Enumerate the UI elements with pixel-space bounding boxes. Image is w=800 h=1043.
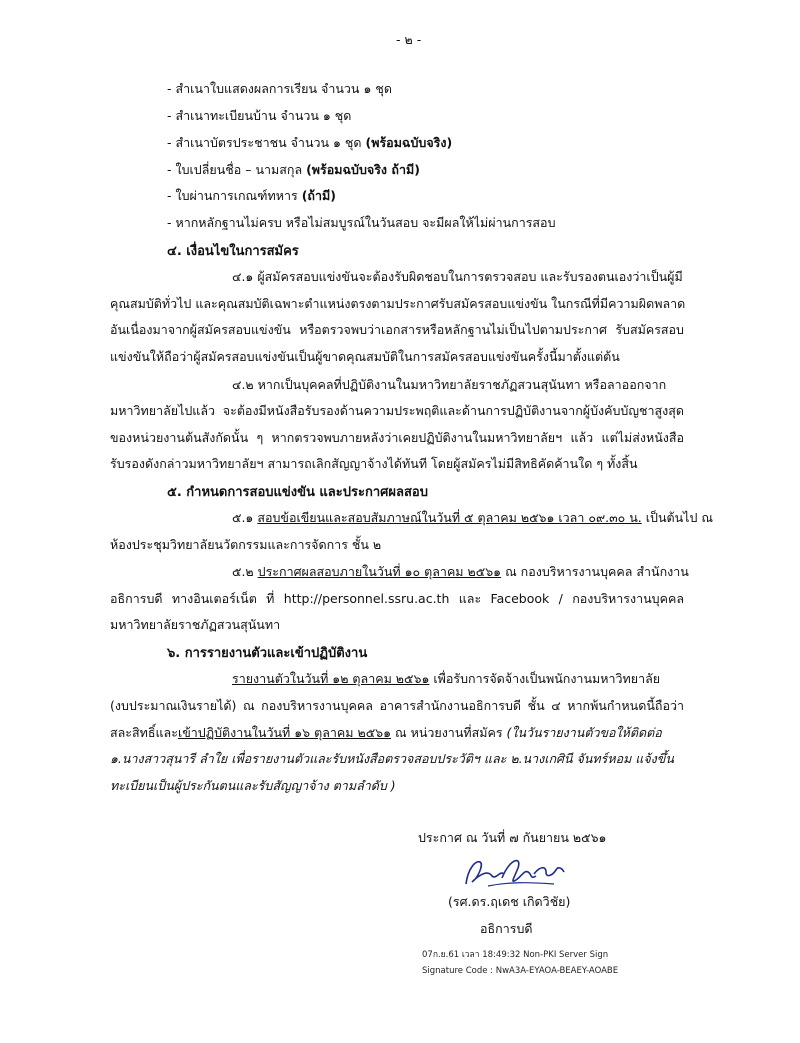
- signatory-name: (รศ.ดร.ฤเดช เกิดวิชัย): [448, 894, 571, 909]
- sign-metadata: 07ก.ย.61 เวลา 18:49:32 Non-PKI Server Sign: [422, 950, 609, 960]
- signatory-title: อธิการบดี: [480, 921, 533, 936]
- paragraph-line: ห้องประชุมวิทยาลัยนวัตกรรมและการจัดการ ชั้น ๒: [110, 537, 382, 552]
- paragraph-line: ๔.๒ หากเป็นบุคคลที่ปฏิบัติงานในมหาวิทยาลัยราชภัฏสวนสุนันทา หรือลาออกจาก: [232, 377, 667, 392]
- paragraph-line: ทะเบียนเป็นผู้ประกันตนและรับสัญญาจ้าง ตามลำดับ ): [110, 778, 396, 793]
- list-item: - สำเนาบัตรประชาชน จำนวน ๑ ชุด (พร้อมฉบับจริง): [167, 135, 453, 150]
- paragraph-line: ๑.นางสาวสุนารี ลำใย เพื่อรายงานตัวและรับหนังสือตรวจสอบประวัติฯ และ ๒.นางเกศินี จันทร์หอม แจ้งขึ้น: [110, 751, 674, 766]
- result-date: ประกาศผลสอบภายในวันที่ ๑๐ ตุลาคม ๒๕๖๑: [257, 564, 502, 579]
- list-item: - ใบผ่านการเกณฑ์ทหาร (ถ้ามี): [167, 188, 336, 203]
- paragraph-line: อันเนื่องมาจากผู้สมัครสอบแข่งขัน หรือตรวจพบว่าเอกสารหรือหลักฐานไม่เป็นไปตามประกาศ รับสมัครสอบ: [110, 322, 684, 337]
- paragraph-line: สละสิทธิ์และเข้าปฏิบัติงานในวันที่ ๑๖ ตุลาคม ๒๕๖๑ ณ หน่วยงานที่สมัคร (ในวันรายงานตัวขอให้ติดต่อ: [110, 725, 662, 740]
- exam-date: สอบข้อเขียนและสอบสัมภาษณ์ในวันที่ ๕ ตุลาคม ๒๕๖๑ เวลา ๐๙.๓๐ น.: [257, 510, 642, 525]
- section-heading: ๕. กำหนดการสอบแข่งขัน และประกาศผลสอบ: [167, 485, 428, 500]
- list-item: - ใบเปลี่ยนชื่อ – นามสกุล (พร้อมฉบับจริง ถ้ามี): [167, 162, 420, 177]
- report-date: รายงานตัวในวันที่ ๑๒ ตุลาคม ๒๕๖๑: [232, 671, 430, 686]
- page-number: - ๒ -: [396, 32, 422, 47]
- list-item: - สำเนาใบแสดงผลการเรียน จำนวน ๑ ชุด: [167, 81, 392, 96]
- list-item: - สำเนาทะเบียนบ้าน จำนวน ๑ ชุด: [167, 108, 352, 123]
- paragraph-line: คุณสมบัติทั่วไป และคุณสมบัติเฉพาะตำแหน่งตรงตามประกาศรับสมัครสอบแข่งขัน ในกรณีที่มีความผิดพลาด: [110, 296, 686, 311]
- start-date: เข้าปฏิบัติงานในวันที่ ๑๖ ตุลาคม ๒๕๖๑: [177, 725, 392, 740]
- paragraph-line: มหาวิทยาลัยไปแล้ว จะต้องมีหนังสือรับรองด้านความประพฤติและด้านการปฏิบัติงานจากผู้บังคับบัญชาสูงสุด: [110, 403, 684, 418]
- paragraph-line: อธิการบดี ทางอินเตอร์เน็ต ที่ http://personnel.ssru.ac.th และ Facebook / กองบริหารงานบุคคล: [110, 591, 684, 606]
- paragraph-line: รายงานตัวในวันที่ ๑๒ ตุลาคม ๒๕๖๑ เพื่อรับการจัดจ้างเป็นพนักงานมหาวิทยาลัย: [232, 671, 661, 686]
- paragraph-line: แข่งขันให้ถือว่าผู้สมัครสอบแข่งขันเป็นผู้ขาดคุณสมบัติในการสมัครสอบแข่งขันครั้งนี้มาตั้งแต่ต้น: [110, 349, 620, 364]
- paragraph-line: ๔.๑ ผู้สมัครสอบแข่งขันจะต้องรับผิดชอบในการตรวจสอบ และรับรองตนเองว่าเป็นผู้มี: [232, 269, 683, 284]
- section-heading: ๖. การรายงานตัวและเข้าปฏิบัติงาน: [167, 646, 368, 661]
- paragraph-line: (งบประมาณเงินรายได้) ณ กองบริหารงานบุคคล อาคารสำนักงานอธิการบดี ชั้น ๔ หากพ้นกำหนดนี้ถือว่า: [110, 698, 684, 713]
- paragraph-line: ๕.๑ สอบข้อเขียนและสอบสัมภาษณ์ในวันที่ ๕ ตุลาคม ๒๕๖๑ เวลา ๐๙.๓๐ น. เป็นต้นไป ณ: [232, 510, 713, 525]
- signature-code: Signature Code : NwA3A-EYAOA-BEAEY-AOABE: [422, 966, 619, 976]
- paragraph-line: รับรองดังกล่าวมหาวิทยาลัยฯ สามารถเลิกสัญญาจ้างได้ทันที โดยผู้สมัครไม่มีสิทธิคัดค้านใด ๆ ทั้งสิ้น: [110, 456, 638, 471]
- paragraph-line: ของหน่วยงานต้นสังกัดนั้น ๆ หากตรวจพบภายหลังว่าเคยปฏิบัติงานในมหาวิทยาลัยฯ แล้ว แต่ไม่ส่งหนังสือ: [110, 430, 684, 445]
- list-item: - หากหลักฐานไม่ครบ หรือไม่สมบูรณ์ในวันสอบ จะมีผลให้ไม่ผ่านการสอบ: [167, 215, 556, 230]
- paragraph-line: ๕.๒ ประกาศผลสอบภายในวันที่ ๑๐ ตุลาคม ๒๕๖๑ ณ กองบริหารงานบุคคล สำนักงาน: [232, 564, 689, 579]
- paragraph-line: มหาวิทยาลัยราชภัฏสวนสุนันทา: [110, 617, 281, 632]
- section-heading: ๔. เงื่อนไขในการสมัคร: [167, 244, 299, 259]
- announcement-date: ประกาศ ณ วันที่ ๗ กันยายน ๒๕๖๑: [418, 830, 607, 845]
- signature-mark: [458, 848, 578, 896]
